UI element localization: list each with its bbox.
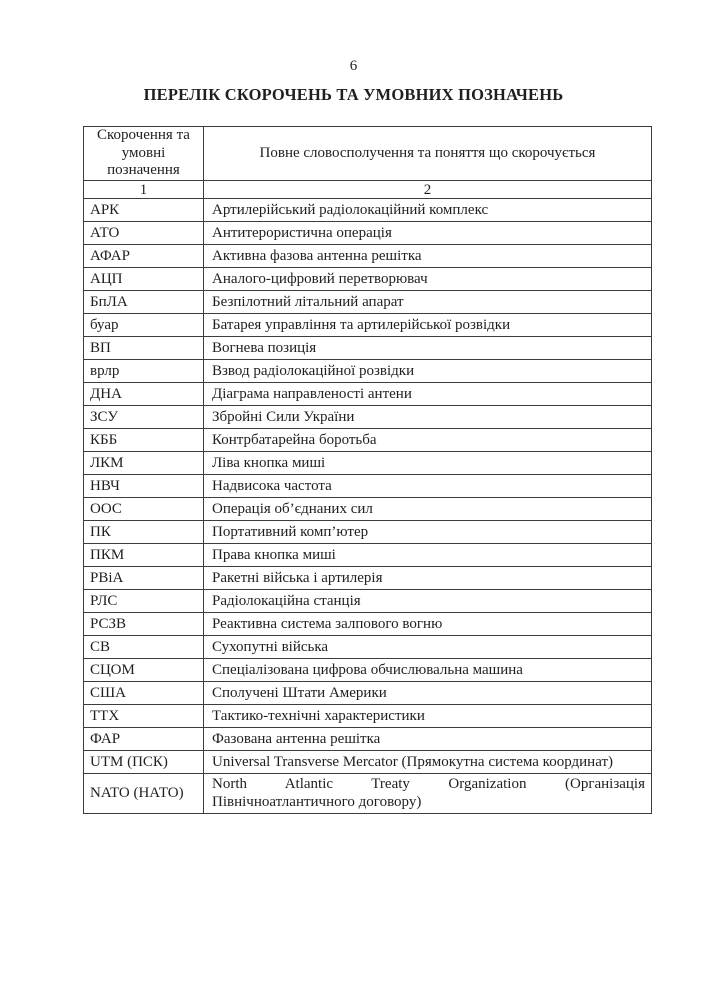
header-abbreviation-column [84,127,204,181]
table-row [84,774,652,814]
definition-cell: Артилерійський радіолокаційний комплекс [204,199,652,222]
definition-cell: Надвисока частота [204,475,652,498]
table-row [84,222,652,245]
definition-cell: Сухопутні війська [204,636,652,659]
table-row [84,659,652,682]
column-index-1: 1 [84,181,204,199]
table-row [84,636,652,659]
header-line: умовні [121,144,166,161]
table-row [84,521,652,544]
table-row [84,406,652,429]
header-line: Скорочення та [97,127,190,144]
abbreviation-cell: РЛС [84,590,204,613]
table-row [84,682,652,705]
definition-cell: Портативний комп’ютер [204,521,652,544]
abbreviation-cell: ФАР [84,728,204,751]
abbreviation-cell: врлр [84,360,204,383]
column-index-2: 2 [204,181,652,199]
definition-cell: Взвод радіолокаційної розвідки [204,360,652,383]
definition-cell: Безпілотний літальний апарат [204,291,652,314]
definition-cell: Тактико-технічні характеристики [204,705,652,728]
abbreviation-cell: NATO (НАТО) [84,774,204,814]
table-row [84,452,652,475]
table-row [84,567,652,590]
table-row [84,360,652,383]
abbreviation-cell: АТО [84,222,204,245]
table-row [84,291,652,314]
table-row [84,337,652,360]
abbreviation-cell: ООС [84,498,204,521]
table-row [84,590,652,613]
abbreviation-cell: UTM (ПСК) [84,751,204,774]
definition-cell: Активна фазова антенна решітка [204,245,652,268]
abbreviation-cell: СЦОМ [84,659,204,682]
abbreviation-cell: РВіА [84,567,204,590]
abbreviation-cell: ТТХ [84,705,204,728]
definition-cell: Universal Transverse Mercator (Прямокутна система координат) [204,751,652,774]
definition-cell: North Atlantic Treaty Organization (Організація Північноатлантичного договору) [204,774,652,814]
abbreviation-cell: ЗСУ [84,406,204,429]
table-row [84,475,652,498]
abbreviation-cell: СВ [84,636,204,659]
abbreviation-cell: буар [84,314,204,337]
abbreviation-cell: БпЛА [84,291,204,314]
abbreviation-cell: АФАР [84,245,204,268]
table-row [84,751,652,774]
abbreviations-table [83,126,652,814]
table-row [84,314,652,337]
table-row [84,383,652,406]
definition-cell: Ракетні війська і артилерія [204,567,652,590]
abbreviation-cell: ВП [84,337,204,360]
abbreviation-cell: США [84,682,204,705]
table-row [84,268,652,291]
abbreviation-cell: АРК [84,199,204,222]
definition-cell: Права кнопка миші [204,544,652,567]
definition-cell: Сполучені Штати Америки [204,682,652,705]
abbreviation-cell: ПКМ [84,544,204,567]
table-row [84,613,652,636]
definition-cell: Вогнева позиція [204,337,652,360]
abbreviation-cell: ДНА [84,383,204,406]
definition-cell: Аналого-цифровий перетворювач [204,268,652,291]
column-index-row [84,181,652,199]
header-line: позначення [107,162,180,179]
abbreviation-cell: НВЧ [84,475,204,498]
table-row [84,705,652,728]
table-row [84,429,652,452]
abbreviation-cell: ПК [84,521,204,544]
abbreviation-cell: РСЗВ [84,613,204,636]
abbreviation-cell: АЦП [84,268,204,291]
header-definition-column: Повне словосполучення та поняття що скорочується [204,127,652,181]
definition-cell: Діаграма направленості антени [204,383,652,406]
page-title: ПЕРЕЛІК СКОРОЧЕНЬ ТА УМОВНИХ ПОЗНАЧЕНЬ [143,85,564,104]
definition-cell: Операція об’єднаних сил [204,498,652,521]
definition-cell: Контрбатарейна боротьба [204,429,652,452]
table-row [84,544,652,567]
abbreviation-cell: ЛКМ [84,452,204,475]
table-row [84,728,652,751]
definition-cell: Реактивна система залпового вогню [204,613,652,636]
definition-cell: Радіолокаційна станція [204,590,652,613]
table-header-row [84,127,652,181]
abbreviation-cell: КББ [84,429,204,452]
definition-cell: Батарея управління та артилерійської розвідки [204,314,652,337]
definition-cell: Ліва кнопка миші [204,452,652,475]
definition-cell: Збройні Сили України [204,406,652,429]
definition-cell: Фазована антенна решітка [204,728,652,751]
table-row [84,245,652,268]
definition-cell: Антитерористична операція [204,222,652,245]
page-number: 6 [349,58,358,74]
definition-cell: Спеціалізована цифрова обчислювальна машина [204,659,652,682]
table-row [84,199,652,222]
table-row [84,498,652,521]
